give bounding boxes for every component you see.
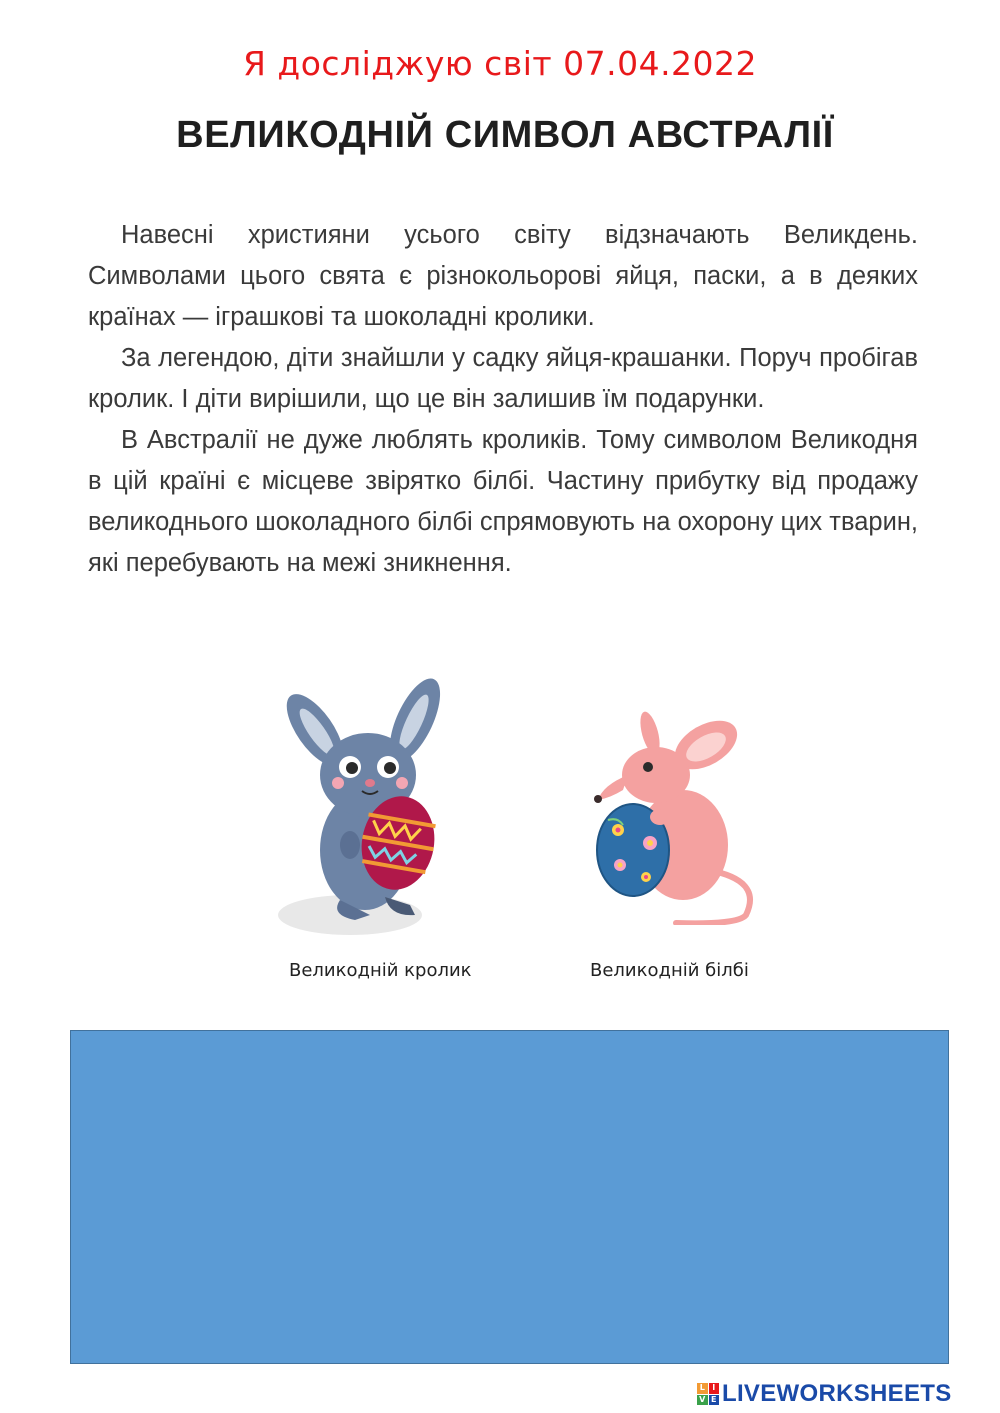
answer-drop-area[interactable] (70, 1030, 949, 1364)
page-title: ВЕЛИКОДНІЙ СИМВОЛ АВСТРАЛІЇ (176, 114, 834, 156)
article-text (88, 215, 918, 584)
paragraph-2: За легендою, діти знайшли у садку яйця-крашанки. Поруч пробігав кролик. І діти вирішили, що це він залишив їм подарунки. (88, 344, 918, 413)
subject-date-line: Я досліджую світ 07.04.2022 (242, 44, 758, 83)
rabbit-caption: Великодній кролик (289, 960, 472, 981)
bilby-head (622, 747, 690, 803)
liveworksheets-logo (697, 1380, 952, 1408)
easter-bilby-illustration (588, 705, 758, 925)
bilby-caption: Великодній білбі (590, 960, 749, 981)
paragraph-3: В Австралії не дуже люблять кроликів. Тому символом Великодня в цій країні є місцеве звірятко білбі. Частину прибутку від продажу великоднього шоколадного білбі спрямовують на охорону цих тварин, які перебувають на межі зникнення. (88, 426, 918, 577)
paragraph-1: Навесні християни усього світу відзначають Великдень. Символами цього свята є різнокольорові яйця, паски, а в деяких країнах — іграшкові та шоколадні кролики. (88, 221, 918, 331)
easter-rabbit-illustration (270, 675, 470, 945)
logo-mark-icon: L I V E (697, 1383, 719, 1405)
logo-text: LIVEWORKSHEETS (722, 1380, 952, 1407)
